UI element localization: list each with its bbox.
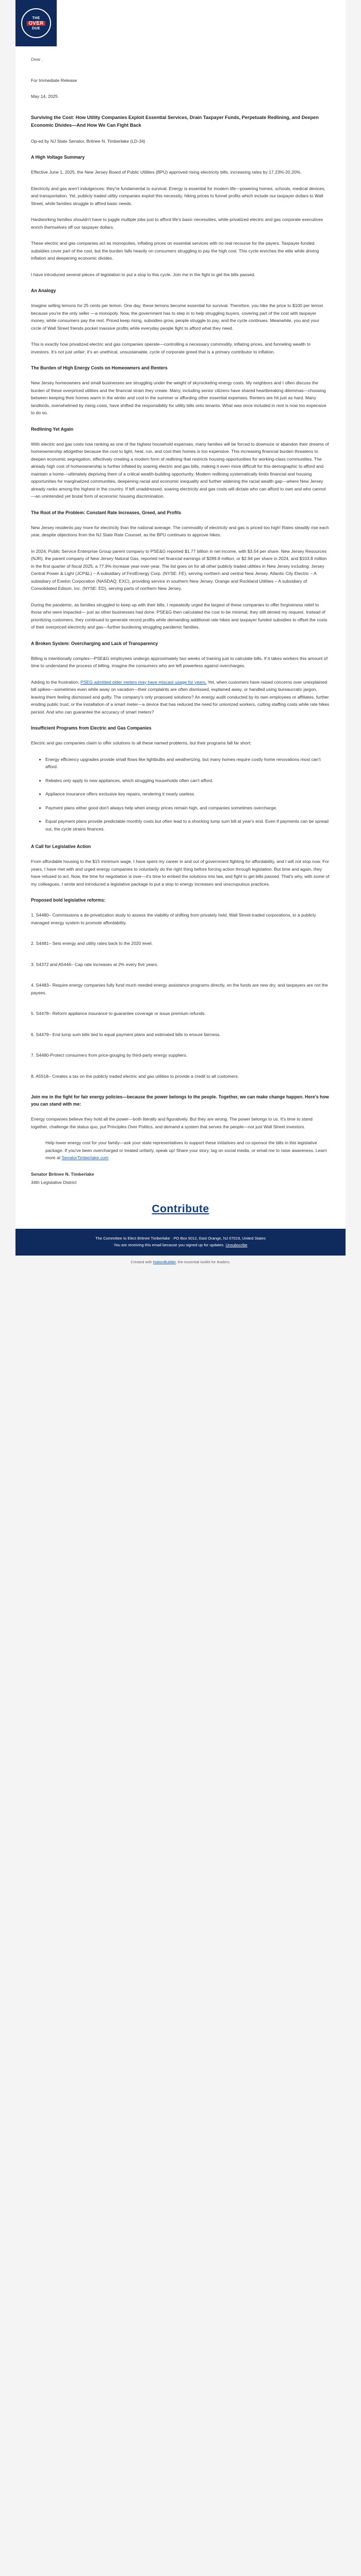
list-item: • Appliance insurance offers exclusive key repairs, rendering it nearly useless. <box>45 790 330 798</box>
bill-item: 7. S4480-Protect consumers from price-gouging by third-party energy suppliers. <box>31 1053 188 1058</box>
paragraph: In 2024, Public Service Enterprise Group parent company to PSE&G reported $1.77 billion in net income, with $3.54 per share. New Jersey Resources (NJR), the parent company of New Jersey Natural Gas, reported net financial earnings of $289.8 million, or $2.94 per share in 2024, and $103.8 million in the first quarter of fiscal 2025, a 77.9% increase year-over-year. The list goes on for all other publicly traded utilities in New Jersey including: Jersey Central Power & Light (JCP&L) – A subsidiary of FirstEnergy Corp. (NYSE: FE), serving northern and central New Jersey. Atlantic City Electric – A subsidiary of Exelon Corporation (NASDAQ: EXC), providing service in southern New Jersey. Orange and Rockland Utilities – A subsidiary of Consolidated Edison, Inc. (NYSE: ED), serving parts of northern New Jersey. <box>31 548 327 591</box>
logo-text-2: OVER <box>27 21 45 26</box>
paragraph: Effective June 1, 2025, the New Jersey Board of Public Utilities (BPU) approved rising electricity bills, increasing rates by 17.23%-20.20%. <box>31 170 302 175</box>
list-item: • Energy efficiency upgrades provide small flows like lightbulbs and weatherizing, but many homes require costly home renovations most can't afford. <box>45 756 330 771</box>
email-header <box>15 0 346 46</box>
unsubscribe-link[interactable]: Unsubscribe <box>225 1243 248 1247</box>
paragraph: Hardworking families shouldn't have to juggle multiple jobs just to afford life's basic necessities, while privatized electric and gas corporate executives enrich themselves off our taxpayer dollars. <box>31 217 323 230</box>
campaign-logo[interactable] <box>15 0 57 46</box>
paragraph-text: Yet, when customers have raised concerns over unexplained bill spikes—sometimes even while away on vacation—their complaints are often dismissed, explained away, or handled using bureaucratic jargon, leaving them feeling dismissed and guilty. The company's only proposed solutions? An energy audit conducted by its own employees or affiliates, further eroding public trust; or the installation of a smart meter—a device that has reduced the need for unionized workers, cutting staffing costs while rate hikes persist. And who can guarantee the accuracy of smart meters? <box>31 679 330 715</box>
release-date: May 14, 2025 <box>31 94 58 99</box>
footer-address: The Committee to Elect Britnee Timberlake · PO Box 5012, East Orange, NJ 07019, United States <box>95 1236 266 1241</box>
bill-item: 6. S4479– End lump sum bills tied to equal payment plans and estimated bills to ensure fairness. <box>31 1031 221 1037</box>
byline: Op-ed by NJ State Senator, Britnee N. Timberlake (LD-34) <box>31 138 145 144</box>
paragraph-text: Help lower energy cost for your family—ask your state representatives to support these initiatives and co-sponsor the bills in this legislative package. If you've been overcharged or treated unfairly, speak up! Share your story, tag on social media, or email me to raise awareness. Learn more at <box>45 1140 327 1160</box>
paragraph: From affordable housing to the $15 minimum wage, I have spent my career in and out of government fighting for affordability, and I will not stop now. For years, I have met with and urged energy companies to voluntarily do the right thing before forcing action through legislation. But time and again, they have refused to act. Now, the time for negotiation is over—it's time to embed the solutions into law, and fight to get bills passed. That's why, with some of my colleagues, I wrote and introduced a legislative package to put a stop to energy increases and unscrupulous practices. <box>31 859 330 887</box>
email-footer <box>15 1229 346 1256</box>
section-heading: Redlining Yet Again <box>31 426 74 432</box>
logo-text-1: THE <box>32 16 40 20</box>
paragraph: Electricity and gas aren't indulgences: they're fundamental to survival. Energy is essential for modern life—powering homes, schools, medical devices, and transportation. Yet, publicly traded utility companies exploit this necessity, hiking prices to funnel profits which include our taxpayer dollars to Wall Street, while families struggle to afford basic needs. <box>31 185 325 206</box>
bill-item: 2. S4481– Sets energy and utility rates back to the 2020 level. <box>31 941 153 946</box>
op-ed-title: Surviving the Cost: How Utility Companies Exploit Essential Services, Drain Taxpayer Funds, Perpetuate Redlining, and Deepen Economic Divides—And How We Can Fight Back <box>31 114 319 128</box>
contribute-section <box>31 1195 330 1224</box>
list-item: • Equal payment plans provide predictable monthly costs but often lead to a shocking lump sum bill at year's end. Even if payments can be spread out, the cycle strains finances. <box>45 818 330 833</box>
credit-text: Created with <box>130 1260 153 1264</box>
paragraph <box>31 679 330 716</box>
section-heading: The Root of the Problem: Constant Rate Increases, Greed, and Profits <box>31 510 182 515</box>
website-link[interactable]: SenatorTimberlake.com <box>61 1155 109 1160</box>
pseg-meters-link[interactable]: PSEG admitted older meters may have miscast usage for years. <box>80 679 207 685</box>
paragraph: Imagine selling lemons for 25 cents per lemon. One day, these lemons become essential for survival. Therefore, you hike the price to $100 per lemon because you're the only seller —a monopoly. Now, the government has to step in to help struggling buyers, covering part of the cost with taxpayer money, while consumers pay the rest. Priced keep rising, subsidies grow, people struggle to pay, and the cycle continues. Meanwhile, you and your circle of Wall Street friends pocket massive profits while everyday people fight to afford what they need. <box>31 303 323 331</box>
salutation: Dear , <box>31 57 43 62</box>
release-label: For Immediate Release <box>31 77 77 83</box>
bill-item: 8. A5518– Creates a tax on the publicly traded electric and gas utilities to provide a credit to all customers. <box>31 1073 239 1079</box>
nationbuilder-link[interactable]: NationBuilder <box>153 1260 176 1264</box>
program-shortfalls-list <box>31 756 330 833</box>
paragraph: New Jersey residents pay more for electricity than the national average. The commodity of electricity and gas is priced too high! Rates steadily rise each year, despite objections from the NJ State Rate Counsel, as the BPU continues to approve hikes. <box>31 524 329 537</box>
bill-item: 1. S4480– Commissions a de-privatization study to assess the viability of shifting from privately held, Wall Street-traded corporations, to a publicly managed energy system to promote affordability. <box>31 912 316 925</box>
section-heading: A High Voltage Summary <box>31 155 85 160</box>
logo-text-3: DUE <box>32 26 40 30</box>
paragraph: This is exactly how privatized electric and gas companies operate—controlling a necessary commodity, inflating prices, and funneling wealth to investors. It's not just unfair; it's an unethical, unsustainable, cycle of corporate greed that is a primary contributor to inflation. <box>31 342 310 354</box>
footer-notice <box>15 1242 346 1248</box>
paragraph: Electric and gas companies claim to offer solutions to all these named problems, but their programs fall far short: <box>31 740 252 745</box>
bill-item: 4. S4483– Require energy companies fully fund much needed energy assistance programs directly, on the funds are new dry, and taxpayers are not the payees. <box>31 982 328 995</box>
section-heading: Join me in the fight for fair energy policies—because the power belongs to the people. Together, we can make change happen. Here's how you can stand with me: <box>31 1094 329 1107</box>
credit-text: , the essential toolkit for leaders. <box>175 1260 231 1264</box>
logo-mark <box>21 8 51 38</box>
paragraph: These electric and gas companies act as monopolies, inflating prices on essential services with no real recourse for the payers. Taxpayer-funded subsidies cover part of the cost, but the burden falls heavily on consumers struggling to pay the high cost. This cycle enriches the elite while driving inflation and deepening economic divides. <box>31 241 319 261</box>
paragraph: During the pandemic, as families struggled to keep up with their bills, I repeatedly urged the largest of these companies to offer forgiveness relief to those who were impacted— just as other businesses had done. PSE&G then calculated the cost to be minimal, they still denied my request. Instead of prioritizing customers, they continued to generate record profits while demanding additional rate hikes and taxpayer funded subsidies to offset the costs of their overpriced electricity and gas—further burdening struggling pandemic families. <box>31 602 327 630</box>
section-heading: An Analogy <box>31 288 56 293</box>
bill-item: 3. S4372 and A5446– Cap rate increases at 2% every five years. <box>31 961 158 967</box>
bills-list <box>31 911 330 1080</box>
footer-notice-text: You are receiving this email because you signed up for updates. <box>113 1243 226 1247</box>
paragraph-text: Adding to the frustration, <box>31 679 81 685</box>
paragraph: Energy companies believe they hold all the power—both literally and figuratively. But they are wrong. The power belongs to us. It's time to stand together, challenge the status quo, put Principles Over Politics, and demand a system that serves the people—not just Wall Street investors. <box>31 1116 313 1129</box>
list-item: • Payment plans either good don't always help when energy prices remain high, and companies sometimes overcharge. <box>45 804 330 812</box>
signature-district: 34th Legislative District <box>31 1180 77 1185</box>
bill-item: 5. S4478– Reform appliance insurance to guarantee coverage or issue premium refunds. <box>31 1011 206 1016</box>
section-heading: Proposed bold legislative reforms: <box>31 897 106 903</box>
list-item: • Rebates only apply to new appliances, which struggling households often can't afford. <box>45 777 330 785</box>
section-heading: Insufficient Programs from Electric and Gas Companies <box>31 725 152 731</box>
contribute-button[interactable]: Contribute <box>152 1202 209 1215</box>
paragraph: New Jersey homeowners and small businesses are struggling under the weight of skyrocketing energy costs. My neighbors and I often discuss the burden of these overpriced utilities and the financial strain they create. Many, including senior citizens have shared heartbreaking dilemmas—choosing between keeping their homes warm in the winter and cool in the summer or affording other essential expenses. Renters are hit just as hard. Many landlords, overwhelmed by rising costs, have shifted the responsibility for utility bills onto tenants. What was once included in rent is now too expensive to do so. <box>31 380 326 415</box>
call-to-action <box>31 1139 330 1162</box>
section-heading: A Broken System: Overcharging and Lack of Transparency <box>31 640 158 646</box>
section-heading: The Burden of High Energy Costs on Homeowners and Renters <box>31 365 168 370</box>
section-heading: A Call for Legislative Action <box>31 844 91 849</box>
nationbuilder-credit <box>15 1256 346 1268</box>
letter-body <box>15 46 346 1229</box>
signature-name: Senator Britnee N. Timberlake <box>31 1171 94 1177</box>
paragraph: With electric and gas costs now ranking as one of the highest household expenses, many families will be forced to downsize or abandon their dreams of homeownership altogether because the cost to light, heat, run, and cool their homes is too expensive. This increasing financial burden threatens to deepen economic segregation, effectively creating a modern form of redlining that restricts housing opportunities for working-class communities. The already high cost of homeownership is further inflated by soaring electric and gas bills, making it even more difficult for this demographic to afford and maintain a home—ultimately depriving them of a critical wealth-building opportunity. Modern redlining systematically limits financial and housing opportunities for marginalized communities, deepening racial and economic inequality and further widening the racial wealth gap—where New Jersey already ranks among the highest in the country. If left unaddressed, soaring electricity and gas costs will dictate who can afford to own and who cannot—an unintended yet brutal form of economic housing discrimination. <box>31 441 329 499</box>
paragraph: Billing is intentionally complex—PSE&G employees undergo approximately two weeks of training just to calculate bills. If it takes workers this amount of time to understand the process of billing, imagine the consumers who are left powerless against overcharges. <box>31 655 328 668</box>
paragraph: I have introduced several pieces of legislation to put a stop to this cycle. Join me in the fight to get the bills passed. <box>31 272 256 277</box>
